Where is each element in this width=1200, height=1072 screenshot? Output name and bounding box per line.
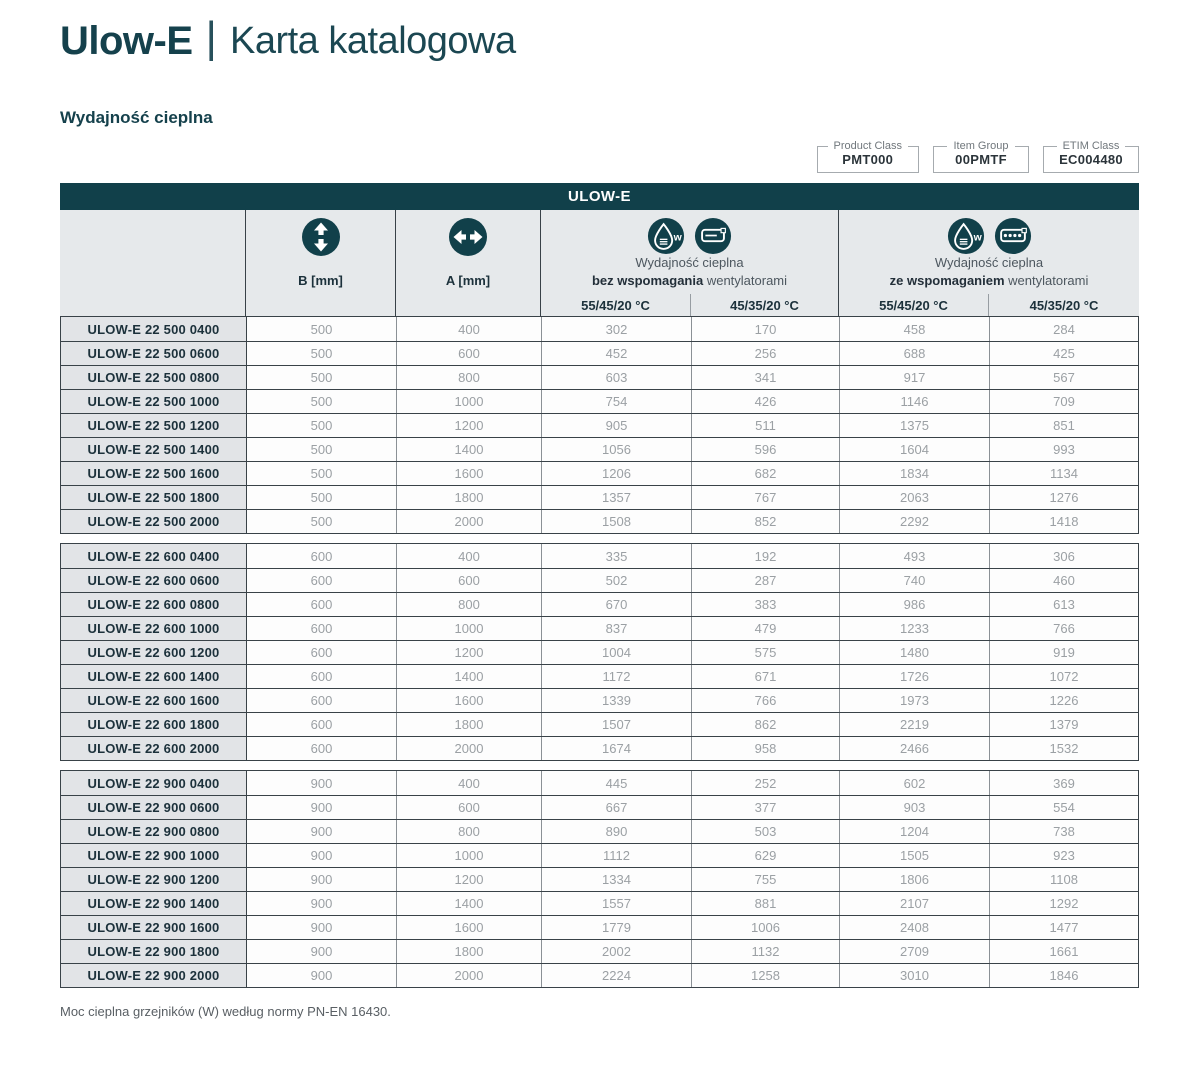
- a-value: 1000: [396, 617, 541, 640]
- output-no-fan-55: 754: [541, 390, 691, 413]
- output-fan-55: 2466: [839, 737, 989, 760]
- model-name: ULOW-E 22 500 0600: [61, 342, 246, 365]
- output-no-fan-55: 1339: [541, 689, 691, 712]
- output-fan-55: 1480: [839, 641, 989, 664]
- output-no-fan-45: 503: [691, 820, 839, 843]
- output-no-fan-55: 837: [541, 617, 691, 640]
- table-row: [61, 891, 1138, 915]
- output-fan-45: 993: [989, 438, 1138, 461]
- table-row: [61, 485, 1138, 509]
- header-empty-cell: [60, 210, 245, 294]
- header-b-column: [245, 210, 395, 294]
- table-row: [61, 568, 1138, 592]
- output-fan-55: 458: [839, 317, 989, 341]
- model-name: ULOW-E 22 600 2000: [61, 737, 246, 760]
- b-value: 600: [246, 641, 396, 664]
- a-value: 1800: [396, 940, 541, 963]
- table-header: [60, 210, 1139, 294]
- output-fan-45: 1418: [989, 510, 1138, 533]
- output-fan-55: 1806: [839, 868, 989, 891]
- panel-radiator-icon: [694, 217, 732, 255]
- table-row: [61, 843, 1138, 867]
- output-fan-45: 369: [989, 771, 1138, 795]
- model-name: ULOW-E 22 900 1400: [61, 892, 246, 915]
- output-no-fan-45: 629: [691, 844, 839, 867]
- output-fan-55: 2709: [839, 940, 989, 963]
- a-value: 600: [396, 796, 541, 819]
- table-row: [61, 544, 1138, 568]
- model-name: ULOW-E 22 600 1400: [61, 665, 246, 688]
- output-no-fan-55: 335: [541, 544, 691, 568]
- b-value: 500: [246, 366, 396, 389]
- output-no-fan-55: 1557: [541, 892, 691, 915]
- group1-icons: [647, 217, 732, 255]
- b-value: 600: [246, 665, 396, 688]
- model-name: ULOW-E 22 600 1600: [61, 689, 246, 712]
- b-value: 600: [246, 593, 396, 616]
- table-blocks: [60, 316, 1139, 988]
- b-value: 500: [246, 462, 396, 485]
- etim-class-box: [1043, 140, 1139, 173]
- a-value: 2000: [396, 964, 541, 987]
- output-no-fan-45: 1006: [691, 916, 839, 939]
- output-no-fan-55: 1507: [541, 713, 691, 736]
- a-value: 1800: [396, 713, 541, 736]
- page-title: [60, 0, 1200, 66]
- group1-subtitle: [592, 273, 787, 288]
- b-value: 900: [246, 892, 396, 915]
- b-value: 600: [246, 544, 396, 568]
- output-fan-55: 2107: [839, 892, 989, 915]
- table-row: [61, 795, 1138, 819]
- output-fan-45: 284: [989, 317, 1138, 341]
- table-row: [61, 365, 1138, 389]
- model-name: ULOW-E 22 500 0800: [61, 366, 246, 389]
- model-name: ULOW-E 22 500 1800: [61, 486, 246, 509]
- output-fan-45: 1108: [989, 868, 1138, 891]
- table-row: [61, 664, 1138, 688]
- model-name: ULOW-E 22 500 1600: [61, 462, 246, 485]
- output-no-fan-55: 1357: [541, 486, 691, 509]
- b-value: 500: [246, 414, 396, 437]
- table-row: [61, 640, 1138, 664]
- output-no-fan-45: 755: [691, 868, 839, 891]
- output-no-fan-45: 575: [691, 641, 839, 664]
- title-subtitle: Karta katalogowa: [229, 19, 516, 62]
- output-no-fan-55: 1206: [541, 462, 691, 485]
- table-row: [61, 616, 1138, 640]
- fan-assist-radiator-icon: [994, 217, 1032, 255]
- output-no-fan-55: 905: [541, 414, 691, 437]
- output-fan-55: 1505: [839, 844, 989, 867]
- output-fan-45: 1846: [989, 964, 1138, 987]
- product-class-box: [817, 140, 919, 173]
- a-value: 1200: [396, 414, 541, 437]
- b-value: 900: [246, 916, 396, 939]
- b-value: 600: [246, 737, 396, 760]
- model-name: ULOW-E 22 500 2000: [61, 510, 246, 533]
- output-fan-45: 613: [989, 593, 1138, 616]
- output-no-fan-45: 192: [691, 544, 839, 568]
- output-no-fan-45: 287: [691, 569, 839, 592]
- output-fan-55: 602: [839, 771, 989, 795]
- a-value: 800: [396, 366, 541, 389]
- b-value: 500: [246, 486, 396, 509]
- output-no-fan-45: 596: [691, 438, 839, 461]
- a-value: 1400: [396, 438, 541, 461]
- output-fan-45: 1661: [989, 940, 1138, 963]
- b-value: 900: [246, 771, 396, 795]
- a-value: 400: [396, 771, 541, 795]
- output-no-fan-45: 766: [691, 689, 839, 712]
- b-value: 500: [246, 438, 396, 461]
- etim-class-label: ETIM Class: [1062, 140, 1120, 152]
- output-fan-55: 2408: [839, 916, 989, 939]
- a-value: 400: [396, 544, 541, 568]
- b-value: 900: [246, 844, 396, 867]
- thermal-output-table: [60, 183, 1139, 988]
- group1-subtitle-rest: wentylatorami: [703, 273, 788, 288]
- output-fan-45: 567: [989, 366, 1138, 389]
- output-fan-55: 1204: [839, 820, 989, 843]
- b-value: 600: [246, 689, 396, 712]
- a-value: 800: [396, 820, 541, 843]
- output-no-fan-55: 2224: [541, 964, 691, 987]
- model-name: ULOW-E 22 600 0800: [61, 593, 246, 616]
- svg-text:w: w: [973, 232, 982, 244]
- model-name: ULOW-E 22 900 0600: [61, 796, 246, 819]
- classification-boxes: [60, 140, 1139, 173]
- a-value: 1000: [396, 390, 541, 413]
- output-no-fan-45: 256: [691, 342, 839, 365]
- a-value: 1400: [396, 892, 541, 915]
- table-row: [61, 592, 1138, 616]
- b-value: 600: [246, 713, 396, 736]
- b-value: 500: [246, 342, 396, 365]
- group2-icons: [947, 217, 1032, 255]
- output-no-fan-55: 502: [541, 569, 691, 592]
- output-no-fan-55: 445: [541, 771, 691, 795]
- output-fan-45: 919: [989, 641, 1138, 664]
- model-name: ULOW-E 22 900 1800: [61, 940, 246, 963]
- output-fan-45: 1477: [989, 916, 1138, 939]
- output-no-fan-45: 958: [691, 737, 839, 760]
- temp-label-fan-55: 55/45/20 °C: [838, 294, 988, 316]
- output-no-fan-45: 252: [691, 771, 839, 795]
- model-name: ULOW-E 22 600 1200: [61, 641, 246, 664]
- output-no-fan-55: 603: [541, 366, 691, 389]
- model-name: ULOW-E 22 900 1000: [61, 844, 246, 867]
- table-block-600: [60, 543, 1139, 761]
- water-drop-watt-icon: [947, 217, 985, 255]
- output-fan-45: 709: [989, 390, 1138, 413]
- a-value: 2000: [396, 737, 541, 760]
- output-no-fan-45: 341: [691, 366, 839, 389]
- table-row: [61, 819, 1138, 843]
- title-separator: |: [205, 13, 217, 62]
- output-no-fan-55: 890: [541, 820, 691, 843]
- b-value: 500: [246, 317, 396, 341]
- output-no-fan-45: 767: [691, 486, 839, 509]
- table-row: [61, 688, 1138, 712]
- table-row: [61, 736, 1138, 760]
- a-value: 1200: [396, 868, 541, 891]
- table-block-500: [60, 316, 1139, 534]
- table-row: [61, 915, 1138, 939]
- output-fan-45: 1292: [989, 892, 1138, 915]
- b-value: 900: [246, 940, 396, 963]
- table-row: [61, 413, 1138, 437]
- item-group-box: [933, 140, 1029, 173]
- table-row: [61, 939, 1138, 963]
- output-no-fan-55: 1004: [541, 641, 691, 664]
- output-fan-45: 1226: [989, 689, 1138, 712]
- a-value: 1600: [396, 462, 541, 485]
- b-value: 900: [246, 796, 396, 819]
- output-no-fan-45: 383: [691, 593, 839, 616]
- output-no-fan-55: 1172: [541, 665, 691, 688]
- a-value: 1000: [396, 844, 541, 867]
- output-no-fan-55: 302: [541, 317, 691, 341]
- header-a-column: [395, 210, 540, 294]
- output-fan-55: 1726: [839, 665, 989, 688]
- output-no-fan-55: 670: [541, 593, 691, 616]
- table-row: [61, 771, 1138, 795]
- temp-label-no-fan-45: 45/35/20 °C: [690, 294, 838, 316]
- output-fan-45: 425: [989, 342, 1138, 365]
- item-group-label: Item Group: [953, 140, 1009, 152]
- temp-label-no-fan-55: 55/45/20 °C: [540, 294, 690, 316]
- output-fan-45: 851: [989, 414, 1138, 437]
- table-title-band: ULOW-E: [60, 183, 1139, 210]
- output-fan-55: 2063: [839, 486, 989, 509]
- output-no-fan-45: 377: [691, 796, 839, 819]
- output-fan-55: 917: [839, 366, 989, 389]
- output-no-fan-45: 1132: [691, 940, 839, 963]
- model-name: ULOW-E 22 500 1400: [61, 438, 246, 461]
- product-class-value: PMT000: [842, 152, 894, 167]
- table-row: [61, 437, 1138, 461]
- output-fan-55: 1375: [839, 414, 989, 437]
- model-name: ULOW-E 22 900 2000: [61, 964, 246, 987]
- b-value: 600: [246, 569, 396, 592]
- temp-empty-cell: [245, 294, 395, 316]
- table-row: [61, 389, 1138, 413]
- output-fan-45: 738: [989, 820, 1138, 843]
- model-name: ULOW-E 22 500 1000: [61, 390, 246, 413]
- output-fan-45: 1072: [989, 665, 1138, 688]
- group2-subtitle-bold: ze wspomaganiem: [889, 273, 1005, 288]
- temperature-subheader: [60, 294, 1139, 316]
- b-value: 900: [246, 820, 396, 843]
- output-fan-55: 1146: [839, 390, 989, 413]
- output-no-fan-55: 1334: [541, 868, 691, 891]
- output-fan-55: 903: [839, 796, 989, 819]
- model-name: ULOW-E 22 900 1200: [61, 868, 246, 891]
- height-arrows-icon: [301, 217, 341, 257]
- model-name: ULOW-E 22 500 0400: [61, 317, 246, 341]
- header-group-with-fan: [838, 210, 1139, 294]
- output-fan-45: 460: [989, 569, 1138, 592]
- output-fan-45: 923: [989, 844, 1138, 867]
- model-name: ULOW-E 22 600 0600: [61, 569, 246, 592]
- group2-title: Wydajność cieplna: [934, 255, 1044, 270]
- model-name: ULOW-E 22 600 0400: [61, 544, 246, 568]
- output-fan-55: 1973: [839, 689, 989, 712]
- a-value: 600: [396, 342, 541, 365]
- b-value: 900: [246, 868, 396, 891]
- output-no-fan-55: 1056: [541, 438, 691, 461]
- output-no-fan-45: 170: [691, 317, 839, 341]
- output-fan-55: 2219: [839, 713, 989, 736]
- b-value: 500: [246, 390, 396, 413]
- table-row: [61, 867, 1138, 891]
- output-fan-45: 1379: [989, 713, 1138, 736]
- section-heading: Wydajność cieplna: [60, 108, 213, 127]
- output-no-fan-45: 852: [691, 510, 839, 533]
- output-fan-45: 766: [989, 617, 1138, 640]
- b-value: 600: [246, 617, 396, 640]
- b-value: 900: [246, 964, 396, 987]
- header-group-no-fan: [540, 210, 838, 294]
- b-column-label: B [mm]: [298, 273, 343, 288]
- output-no-fan-45: 671: [691, 665, 839, 688]
- output-fan-55: 493: [839, 544, 989, 568]
- svg-text:w: w: [673, 232, 682, 244]
- model-name: ULOW-E 22 900 0800: [61, 820, 246, 843]
- output-fan-45: 554: [989, 796, 1138, 819]
- model-name: ULOW-E 22 600 1000: [61, 617, 246, 640]
- output-no-fan-45: 862: [691, 713, 839, 736]
- output-fan-55: 3010: [839, 964, 989, 987]
- output-no-fan-55: 667: [541, 796, 691, 819]
- output-fan-45: 306: [989, 544, 1138, 568]
- group1-subtitle-bold: bez wspomagania: [591, 273, 704, 288]
- output-fan-45: 1134: [989, 462, 1138, 485]
- output-fan-45: 1532: [989, 737, 1138, 760]
- a-value: 2000: [396, 510, 541, 533]
- item-group-value: 00PMTF: [955, 152, 1007, 167]
- temp-empty-cell: [60, 294, 245, 316]
- table-row: [61, 712, 1138, 736]
- output-fan-55: 1604: [839, 438, 989, 461]
- product-class-label: Product Class: [833, 140, 902, 152]
- output-fan-55: 688: [839, 342, 989, 365]
- output-no-fan-45: 426: [691, 390, 839, 413]
- output-no-fan-45: 1258: [691, 964, 839, 987]
- output-no-fan-45: 881: [691, 892, 839, 915]
- a-value: 600: [396, 569, 541, 592]
- width-arrows-icon: [448, 217, 488, 257]
- table-row: [61, 461, 1138, 485]
- output-fan-55: 2292: [839, 510, 989, 533]
- output-no-fan-55: 1508: [541, 510, 691, 533]
- model-name: ULOW-E 22 900 0400: [61, 771, 246, 795]
- group2-subtitle-rest: wentylatorami: [1004, 273, 1089, 288]
- model-name: ULOW-E 22 600 1800: [61, 713, 246, 736]
- a-value: 1600: [396, 689, 541, 712]
- a-value: 400: [396, 317, 541, 341]
- output-fan-55: 740: [839, 569, 989, 592]
- output-no-fan-55: 1674: [541, 737, 691, 760]
- group1-title: Wydajność cieplna: [635, 255, 744, 270]
- output-no-fan-45: 682: [691, 462, 839, 485]
- output-fan-45: 1276: [989, 486, 1138, 509]
- temp-label-fan-45: 45/35/20 °C: [988, 294, 1139, 316]
- group2-subtitle: [890, 273, 1089, 288]
- temp-empty-cell: [395, 294, 540, 316]
- table-block-900: [60, 770, 1139, 988]
- output-no-fan-55: 2002: [541, 940, 691, 963]
- a-value: 1600: [396, 916, 541, 939]
- table-row: [61, 317, 1138, 341]
- output-no-fan-45: 511: [691, 414, 839, 437]
- brand-name: Ulow-E: [60, 18, 193, 63]
- output-no-fan-55: 1112: [541, 844, 691, 867]
- table-row: [61, 963, 1138, 987]
- output-no-fan-45: 479: [691, 617, 839, 640]
- water-drop-watt-icon: [647, 217, 685, 255]
- footnote: Moc cieplna grzejników (W) według normy PN-EN 16430.: [60, 1004, 391, 1019]
- output-fan-55: 1233: [839, 617, 989, 640]
- output-fan-55: 1834: [839, 462, 989, 485]
- a-value: 1200: [396, 641, 541, 664]
- model-name: ULOW-E 22 500 1200: [61, 414, 246, 437]
- etim-class-value: EC004480: [1059, 152, 1123, 167]
- table-row: [61, 509, 1138, 533]
- table-row: [61, 341, 1138, 365]
- a-column-label: A [mm]: [445, 273, 491, 288]
- b-value: 500: [246, 510, 396, 533]
- output-no-fan-55: 452: [541, 342, 691, 365]
- output-fan-55: 986: [839, 593, 989, 616]
- output-no-fan-55: 1779: [541, 916, 691, 939]
- a-value: 800: [396, 593, 541, 616]
- model-name: ULOW-E 22 900 1600: [61, 916, 246, 939]
- a-value: 1800: [396, 486, 541, 509]
- a-value: 1400: [396, 665, 541, 688]
